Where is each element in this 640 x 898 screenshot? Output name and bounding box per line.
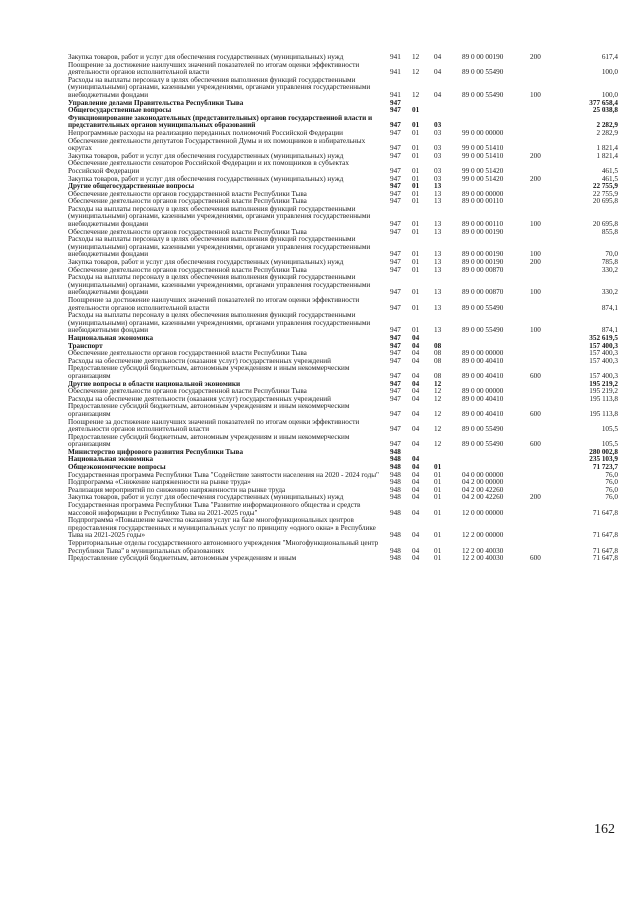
row-razdel: 04 <box>412 440 420 449</box>
table-row <box>68 502 618 517</box>
row-grbs: 947 <box>390 220 401 229</box>
row-vr: 600 <box>530 371 541 380</box>
row-podrazdel: 01 <box>434 508 442 517</box>
row-vr: 100 <box>530 220 541 229</box>
row-cs: 04 0 00 00000 <box>462 470 504 479</box>
row-podrazdel: 01 <box>434 554 442 563</box>
row-name: Обеспечение деятельности депутатов Государственной Думы и их помощников в избирательных округах <box>68 136 366 153</box>
row-podrazdel: 13 <box>434 220 442 229</box>
row-podrazdel: 12 <box>434 425 442 434</box>
row-name: Управление делами Правительства Республики Тыва <box>68 98 244 107</box>
table-row <box>68 312 618 335</box>
row-grbs: 947 <box>390 227 401 236</box>
row-name: Предоставление субсидий бюджетным, автономным учреждениям и иным <box>68 554 297 563</box>
row-razdel: 04 <box>412 485 420 494</box>
row-name: Обеспечение деятельности органов государственной власти Республики Тыва <box>68 265 307 274</box>
row-grbs: 948 <box>390 478 401 487</box>
row-sum: 25 038,8 <box>592 106 618 115</box>
row-podrazdel: 13 <box>434 197 442 206</box>
row-grbs: 948 <box>390 455 401 464</box>
table-row <box>68 206 618 229</box>
row-name: Закупка товаров, работ и услуг для обеспечения государственных (муниципальных) нужд <box>68 53 344 61</box>
row-cs: 04 2 00 42260 <box>462 485 504 494</box>
row-sum: 855,8 <box>601 227 618 236</box>
row-name: Обеспечение деятельности сенаторов Российской Федерации и их помощников в субъектах Российской Федерации <box>68 159 349 175</box>
row-sum: 874,1 <box>601 303 618 312</box>
row-podrazdel: 13 <box>434 265 442 274</box>
table-row <box>68 160 618 175</box>
row-razdel: 04 <box>412 425 420 434</box>
row-name: Обеспечение деятельности органов государственной власти Республики Тыва <box>68 197 307 206</box>
row-grbs: 947 <box>390 197 401 206</box>
row-razdel: 04 <box>412 531 420 540</box>
row-podrazdel: 01 <box>434 531 442 540</box>
row-vr: 100 <box>530 288 541 297</box>
row-razdel: 04 <box>412 394 420 403</box>
row-name: Обеспечение деятельности органов государственной власти Республики Тыва <box>68 189 307 198</box>
row-sum: 352 619,5 <box>589 333 618 342</box>
row-razdel: 04 <box>412 387 420 396</box>
row-sum: 76,0 <box>605 493 618 502</box>
row-sum: 22 755,9 <box>592 189 618 198</box>
row-podrazdel: 13 <box>434 288 442 297</box>
row-razdel: 01 <box>412 144 420 153</box>
row-grbs: 948 <box>390 546 401 555</box>
row-name: Расходы на выплаты персоналу в целях обеспечения выполнения функций государственными (муниципальными) органами, казенными учреждениями, органами управления государственными внебюджетными фондами <box>68 75 371 99</box>
row-razdel: 12 <box>412 68 420 77</box>
row-name: Предоставление субсидий бюджетным, автономным учреждениям и иным некоммерческим организациям <box>68 364 350 380</box>
row-razdel: 12 <box>412 90 420 99</box>
row-razdel: 04 <box>412 508 420 517</box>
row-grbs: 947 <box>390 356 401 365</box>
row-cs: 99 0 00 51410 <box>462 151 504 160</box>
row-razdel: 01 <box>412 265 420 274</box>
row-grbs: 947 <box>390 98 401 107</box>
row-razdel: 04 <box>412 463 420 472</box>
row-cs: 12 2 00 00000 <box>462 531 504 540</box>
row-razdel: 01 <box>412 258 420 267</box>
row-sum: 157 400,3 <box>589 349 618 358</box>
budget-table <box>68 54 618 563</box>
row-vr: 200 <box>530 258 541 267</box>
row-podrazdel: 04 <box>434 53 442 61</box>
row-name: Обеспечение деятельности органов государственной власти Республики Тыва <box>68 349 307 358</box>
row-razdel: 01 <box>412 288 420 297</box>
row-podrazdel: 13 <box>434 258 442 267</box>
row-razdel: 04 <box>412 349 420 358</box>
row-podrazdel: 01 <box>434 493 442 502</box>
row-sum: 100,0 <box>601 68 618 77</box>
row-podrazdel: 03 <box>434 121 442 130</box>
row-grbs: 947 <box>390 151 401 160</box>
row-name: Расходы на выплаты персоналу в целях обеспечения выполнения функций государственными (муниципальными) органами, казенными учреждениями, органами управления государственными внебюджетными фондами <box>68 311 371 335</box>
row-name: Министерство цифрового развития Республики Тыва <box>68 447 244 456</box>
row-sum: 71 647,8 <box>592 531 618 540</box>
row-grbs: 947 <box>390 333 401 342</box>
row-razdel: 04 <box>412 455 420 464</box>
table-row <box>68 274 618 297</box>
row-cs: 12 0 00 00000 <box>462 508 504 517</box>
row-sum: 22 755,9 <box>592 182 618 191</box>
row-podrazdel: 01 <box>434 478 442 487</box>
row-sum: 330,2 <box>601 265 618 274</box>
row-podrazdel: 12 <box>434 394 442 403</box>
row-grbs: 947 <box>390 166 401 175</box>
row-grbs: 947 <box>390 387 401 396</box>
row-razdel: 04 <box>412 379 420 388</box>
row-sum: 1 821,4 <box>596 144 618 153</box>
row-razdel: 01 <box>412 250 420 259</box>
row-vr: 200 <box>530 174 541 183</box>
row-sum: 71 647,8 <box>592 554 618 563</box>
row-podrazdel: 01 <box>434 546 442 555</box>
row-podrazdel: 03 <box>434 174 442 183</box>
row-grbs: 947 <box>390 288 401 297</box>
row-name: Расходы на выплаты персоналу в целях обеспечения выполнения функций государственными (муниципальными) органами, казенными учреждениями, органами управления государственными внебюджетными фондами <box>68 235 371 259</box>
row-cs: 89 0 00 40410 <box>462 356 504 365</box>
row-vr: 100 <box>530 90 541 99</box>
row-name: Расходы на обеспечение деятельности (оказания услуг) государственных учреждений <box>68 394 331 403</box>
row-cs: 89 0 00 55490 <box>462 425 504 434</box>
row-razdel: 04 <box>412 546 420 555</box>
row-cs: 89 0 00 55490 <box>462 326 504 335</box>
row-grbs: 947 <box>390 440 401 449</box>
row-podrazdel: 04 <box>434 68 442 77</box>
row-sum: 76,0 <box>605 478 618 487</box>
row-razdel: 01 <box>412 166 420 175</box>
row-grbs: 947 <box>390 189 401 198</box>
row-podrazdel: 08 <box>434 349 442 358</box>
row-podrazdel: 13 <box>434 326 442 335</box>
row-name: Обеспечение деятельности органов государственной власти Республики Тыва <box>68 387 307 396</box>
row-razdel: 12 <box>412 53 420 61</box>
row-razdel: 01 <box>412 128 420 137</box>
row-grbs: 941 <box>390 90 401 99</box>
row-sum: 105,5 <box>601 425 618 434</box>
row-grbs: 947 <box>390 409 401 418</box>
row-sum: 195 219,2 <box>589 379 618 388</box>
row-cs: 89 0 00 00000 <box>462 349 504 358</box>
row-sum: 195 113,8 <box>589 394 618 403</box>
row-sum: 105,5 <box>601 440 618 449</box>
row-name: Другие общегосударственные вопросы <box>68 182 195 191</box>
row-name: Реализация мероприятий по снижению напряженности на рынке труда <box>68 485 286 494</box>
table-row <box>68 517 618 540</box>
row-cs: 89 0 00 00110 <box>462 197 504 206</box>
row-razdel: 04 <box>412 493 420 502</box>
table-row <box>68 403 618 418</box>
row-cs: 89 0 00 00110 <box>462 220 504 229</box>
row-razdel: 01 <box>412 326 420 335</box>
row-razdel: 01 <box>412 197 420 206</box>
row-cs: 89 0 00 55490 <box>462 303 504 312</box>
table-row <box>68 365 618 380</box>
row-podrazdel: 01 <box>434 463 442 472</box>
row-razdel: 04 <box>412 371 420 380</box>
row-name: Предоставление субсидий бюджетным, автономным учреждениям и иным некоммерческим организациям <box>68 432 350 449</box>
row-grbs: 947 <box>390 121 401 130</box>
table-row <box>68 434 618 449</box>
row-cs: 89 0 00 00190 <box>462 227 504 236</box>
row-name: Территориальные отделы государственного автономного учреждения "Многофункциональный центр Республики Тыва" в муниципальных образованиях <box>68 539 379 555</box>
row-cs: 89 0 00 55490 <box>462 90 504 99</box>
row-razdel: 01 <box>412 174 420 183</box>
row-sum: 235 103,9 <box>589 455 618 464</box>
row-grbs: 941 <box>390 53 401 61</box>
row-sum: 461,5 <box>601 174 618 183</box>
row-podrazdel: 13 <box>434 250 442 259</box>
row-grbs: 948 <box>390 531 401 540</box>
row-sum: 100,0 <box>601 90 618 99</box>
row-grbs: 948 <box>390 485 401 494</box>
row-podrazdel: 12 <box>434 379 442 388</box>
row-name: Непрограммные расходы на реализацию переданных полномочий Российской Федерации <box>68 128 343 137</box>
row-cs: 89 0 00 55490 <box>462 440 504 449</box>
row-sum: 617,4 <box>601 53 618 61</box>
row-razdel: 04 <box>412 554 420 563</box>
table-row <box>68 62 618 77</box>
row-sum: 76,0 <box>605 470 618 479</box>
row-cs: 04 2 00 00000 <box>462 478 504 487</box>
row-razdel: 01 <box>412 220 420 229</box>
row-name: Закупка товаров, работ и услуг для обеспечения государственных (муниципальных) нужд <box>68 493 344 502</box>
row-razdel: 01 <box>412 303 420 312</box>
row-razdel: 04 <box>412 333 420 342</box>
row-grbs: 947 <box>390 250 401 259</box>
row-podrazdel: 08 <box>434 371 442 380</box>
row-cs: 99 0 00 00000 <box>462 128 504 137</box>
row-cs: 89 0 00 00190 <box>462 53 504 61</box>
row-vr: 600 <box>530 440 541 449</box>
row-grbs: 948 <box>390 447 401 456</box>
row-name: Поощрение за достижение наилучших значений показателей по итогам оценки эффективности деятельности органов исполнительной власти <box>68 417 360 434</box>
row-sum: 195 219,2 <box>589 387 618 396</box>
row-grbs: 947 <box>390 128 401 137</box>
row-name: Поощрение за достижение наилучших значений показателей по итогам оценки эффективности деятельности органов исполнительной власти <box>68 60 360 77</box>
row-grbs: 947 <box>390 258 401 267</box>
row-cs: 12 2 00 40030 <box>462 546 504 555</box>
row-sum: 785,8 <box>601 258 618 267</box>
row-podrazdel: 13 <box>434 189 442 198</box>
table-row <box>68 297 618 312</box>
row-cs: 12 2 00 40030 <box>462 554 504 563</box>
row-grbs: 947 <box>390 182 401 191</box>
row-sum: 20 695,8 <box>592 220 618 229</box>
row-vr: 600 <box>530 554 541 563</box>
row-grbs: 947 <box>390 349 401 358</box>
row-name: Закупка товаров, работ и услуг для обеспечения государственных (муниципальных) нужд <box>68 151 344 160</box>
row-grbs: 947 <box>390 425 401 434</box>
row-name: Расходы на выплаты персоналу в целях обеспечения выполнения функций государственными (муниципальными) органами, казенными учреждениями, органами управления государственными внебюджетными фондами <box>68 273 371 297</box>
row-cs: 89 0 00 00870 <box>462 265 504 274</box>
row-podrazdel: 08 <box>434 341 442 350</box>
row-razdel: 01 <box>412 227 420 236</box>
row-podrazdel: 01 <box>434 485 442 494</box>
row-sum: 157 400,3 <box>589 371 618 380</box>
row-grbs: 947 <box>390 379 401 388</box>
row-name: Функционирование законодательных (представительных) органов государственной власти и представительных органов муниципальных образований <box>68 113 373 130</box>
row-name: Национальная экономика <box>68 455 154 464</box>
row-cs: 89 0 00 00190 <box>462 250 504 259</box>
row-podrazdel: 12 <box>434 409 442 418</box>
table-row <box>68 77 618 100</box>
row-name: Другие вопросы в области национальной экономики <box>68 379 241 388</box>
row-name: Расходы на обеспечение деятельности (оказания услуг) государственных учреждений <box>68 356 331 365</box>
page-number: 162 <box>594 822 615 837</box>
row-cs: 89 0 00 00190 <box>462 258 504 267</box>
row-razdel: 04 <box>412 478 420 487</box>
row-sum: 1 821,4 <box>596 151 618 160</box>
row-name: Подпрограмма «Повышение качества оказания услуг на базе многофункциональных центров предоставления государственных и муниципальных услуг по принципу «одного окна» в Республике Тыва на 2021-2025 годы» <box>68 516 376 540</box>
row-vr: 100 <box>530 326 541 335</box>
row-podrazdel: 13 <box>434 227 442 236</box>
row-cs: 99 0 00 51410 <box>462 144 504 153</box>
row-podrazdel: 03 <box>434 166 442 175</box>
table-row <box>68 335 618 343</box>
row-sum: 71 723,7 <box>592 463 618 472</box>
row-cs: 89 0 00 40410 <box>462 371 504 380</box>
row-grbs: 947 <box>390 174 401 183</box>
row-razdel: 01 <box>412 151 420 160</box>
row-name: Государственная программа Республики Тыва "Содействие занятости населения на 2020 - 2024 годы" <box>68 470 379 479</box>
row-grbs: 947 <box>390 326 401 335</box>
row-grbs: 948 <box>390 470 401 479</box>
row-cs: 89 0 00 00000 <box>462 189 504 198</box>
row-grbs: 948 <box>390 463 401 472</box>
row-sum: 71 647,8 <box>592 546 618 555</box>
table-row <box>68 236 618 259</box>
row-razdel: 01 <box>412 189 420 198</box>
row-vr: 200 <box>530 493 541 502</box>
row-sum: 330,2 <box>601 288 618 297</box>
row-grbs: 947 <box>390 394 401 403</box>
table-row <box>68 555 618 563</box>
row-podrazdel: 13 <box>434 303 442 312</box>
row-sum: 377 658,4 <box>589 98 618 107</box>
row-cs: 89 0 00 00870 <box>462 288 504 297</box>
row-razdel: 01 <box>412 106 420 115</box>
row-podrazdel: 03 <box>434 151 442 160</box>
row-razdel: 04 <box>412 470 420 479</box>
row-podrazdel: 12 <box>434 440 442 449</box>
row-razdel: 01 <box>412 121 420 130</box>
row-podrazdel: 03 <box>434 144 442 153</box>
row-razdel: 04 <box>412 409 420 418</box>
row-grbs: 948 <box>390 508 401 517</box>
row-podrazdel: 13 <box>434 182 442 191</box>
row-name: Национальная экономика <box>68 333 154 342</box>
row-grbs: 948 <box>390 493 401 502</box>
row-razdel: 04 <box>412 356 420 365</box>
row-sum: 20 695,8 <box>592 197 618 206</box>
row-cs: 99 0 00 51420 <box>462 174 504 183</box>
row-name: Транспорт <box>68 341 103 350</box>
table-row <box>68 540 618 555</box>
row-podrazdel: 12 <box>434 387 442 396</box>
row-name: Закупка товаров, работ и услуг для обеспечения государственных (муниципальных) нужд <box>68 174 344 183</box>
row-name: Предоставление субсидий бюджетным, автономным учреждениям и иным некоммерческим организациям <box>68 402 350 418</box>
row-cs: 89 0 00 40410 <box>462 394 504 403</box>
row-grbs: 947 <box>390 341 401 350</box>
row-grbs: 941 <box>390 68 401 77</box>
row-sum: 195 113,8 <box>589 409 618 418</box>
row-sum: 2 282,9 <box>596 128 618 137</box>
table-row <box>68 419 618 434</box>
row-name: Обеспечение деятельности органов государственной власти Республики Тыва <box>68 227 307 236</box>
row-cs: 89 0 00 00000 <box>462 387 504 396</box>
row-podrazdel: 08 <box>434 356 442 365</box>
row-sum: 461,5 <box>601 166 618 175</box>
row-grbs: 948 <box>390 554 401 563</box>
row-sum: 280 002,8 <box>589 447 618 456</box>
row-grbs: 947 <box>390 303 401 312</box>
row-grbs: 947 <box>390 371 401 380</box>
row-name: Поощрение за достижение наилучших значений показателей по итогам оценки эффективности деятельности органов исполнительной власти <box>68 296 360 312</box>
table-row <box>68 138 618 153</box>
row-sum: 874,1 <box>601 326 618 335</box>
row-cs: 89 0 00 40410 <box>462 409 504 418</box>
row-podrazdel: 03 <box>434 128 442 137</box>
row-grbs: 947 <box>390 265 401 274</box>
table-row <box>68 115 618 130</box>
row-podrazdel: 04 <box>434 90 442 99</box>
row-name: Общегосударственные вопросы <box>68 106 172 115</box>
row-podrazdel: 01 <box>434 470 442 479</box>
row-sum: 76,0 <box>605 485 618 494</box>
row-vr: 200 <box>530 151 541 160</box>
row-sum: 157 400,3 <box>589 356 618 365</box>
row-vr: 100 <box>530 250 541 259</box>
row-name: Подпрограмма «Снижение напряженности на рынке труда» <box>68 478 251 487</box>
row-name: Государственная программа Республики Тыва "Развитие информационного общества и средств массовой информации в Республике Тыва на 2021-2025 годы" <box>68 501 361 517</box>
row-cs: 99 0 00 51420 <box>462 166 504 175</box>
row-sum: 2 282,9 <box>596 121 618 130</box>
row-vr: 200 <box>530 53 541 61</box>
row-sum: 157 400,3 <box>589 341 618 350</box>
row-cs: 89 0 00 55490 <box>462 68 504 77</box>
row-razdel: 04 <box>412 341 420 350</box>
row-cs: 04 2 00 42260 <box>462 493 504 502</box>
row-grbs: 947 <box>390 106 401 115</box>
row-name: Расходы на выплаты персоналу в целях обеспечения выполнения функций государственными (муниципальными) органами, казенными учреждениями, органами управления государственными внебюджетными фондами <box>68 204 371 229</box>
row-razdel: 01 <box>412 182 420 191</box>
row-sum: 71 647,8 <box>592 508 618 517</box>
row-grbs: 947 <box>390 144 401 153</box>
row-name: Закупка товаров, работ и услуг для обеспечения государственных (муниципальных) нужд <box>68 258 344 267</box>
row-vr: 600 <box>530 409 541 418</box>
row-name: Общеэкономические вопросы <box>68 463 166 472</box>
row-sum: 70,0 <box>605 250 618 259</box>
